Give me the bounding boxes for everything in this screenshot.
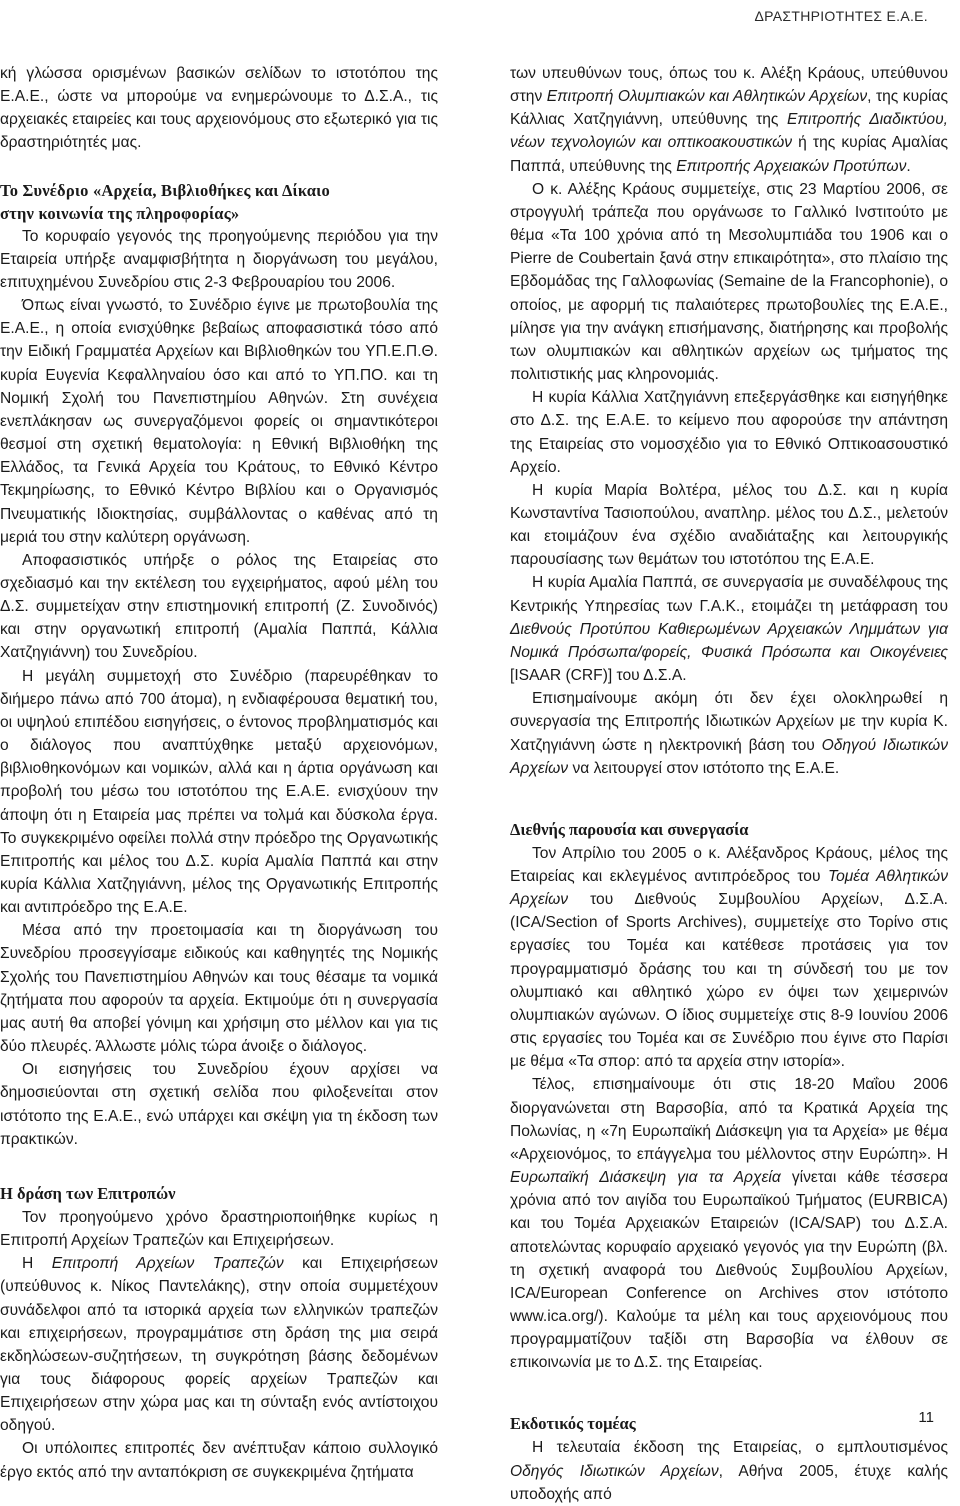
paragraph-chatzigianni: Η κυρία Κάλλια Χατζηγιάννη επεξεργάσθηκε και εισηγήθηκε στο Δ.Σ. της Ε.Α.Ε. το κείμενο που αφορούσε την απάντηση της Εταιρείας στο νομοσχέδιο για το Εθνικό Οπτικοασουστικό Αρχείο. bbox=[510, 389, 948, 476]
right-column bbox=[510, 62, 948, 1506]
page-number: 11 bbox=[918, 1409, 934, 1426]
paragraph-publishing bbox=[510, 1436, 948, 1505]
text-run: Η κυρία Αμαλία Παππά, σε συνεργασία με συναδέλφους της Κεντρικής Υπηρεσίας των Γ.Α.Κ., ετοιμάζει τη μετάφραση του bbox=[510, 574, 948, 615]
paragraph-european-conference bbox=[510, 1073, 948, 1374]
text-run: Επισημαίνουμε ακόμη ότι δεν έχει ολοκληρωθεί η συνεργασία της Επιτροπής Ιδιωτικών Αρχείων με την κυρία Κ. Χατζηγιάννη ώστε η ηλεκτρονική βάση του bbox=[510, 690, 948, 754]
text-run: Τον Απρίλιο του 2005 ο κ. Αλέξανδρος Κράους, μέλος της Εταιρείας και εκλεγμένος αντιπρόεδρος του bbox=[510, 844, 948, 885]
italic-run: Επιτροπής Αρχειακών Προτύπων bbox=[676, 157, 907, 175]
text-run: , Αθήνα 2005, έτυχε καλής υποδοχής από bbox=[510, 1462, 949, 1503]
italic-run: Οδηγός Ιδιωτικών Αρχείων bbox=[510, 1462, 719, 1480]
committees-heading: Η δράση των Επιτροπών bbox=[0, 1183, 176, 1203]
paragraph-committee-heads bbox=[510, 62, 948, 178]
paragraph-conference-initiative: Όπως είναι γνωστό, το Συνέδριο έγινε με πρωτοβουλία της Ε.Α.Ε., η οποία ενισχύθηκε βεβαίως αποφασιστικά τόσο από την Ειδική Γραμματέα Αρχείων και Βιβλιοθηκών του ΥΠ.Ε.Π.Θ. κυρία Ευγενία Κεφαλληναίου όσο και από το ΥΠ.ΠΟ. και τη Νομική Σχολή του Πανεπιστημίου Αθηνών. Στη συνέχεια ενεπλάκησαν ως συνεργαζόμενοι φορείς οι σημαντικότεροι θεσμοί στη σχετική θεματολογία: η Εθνική Βιβλιοθήκη της Ελλάδος, τα Γενικά Αρχεία του Κράτους, το Εθνικό Κέντρο Τεκμηρίωσης, το Εθνικό Κέντρο Βιβλίου και ο Οργανισμός Πνευματικής Ιδιοκτησίας, συμβάλλοντας ο καθένας από τη μεριά του στην καλύτερη οργάνωση. bbox=[0, 297, 438, 546]
text-run: . bbox=[906, 157, 911, 175]
italic-run: Επιτροπής Διαδικτύου, νέων τεχνολογιών και οπτικοακουστικών bbox=[510, 111, 948, 152]
conference-heading-line-2: στην κοινωνία της πληροφορίας» bbox=[0, 203, 240, 223]
paragraph-law-school: Μέσα από την προετοιμασία και τη διοργάνωση του Συνεδρίου προσεγγίσαμε ειδικούς και καθηγητές της Νομικής Σχολής του Πανεπιστημίου Αθηνών και τους θέσαμε τα νομικά ζητήματα που αφορούν τα αρχεία. Εκτιμούμε ότι η συνεργασία μας αυτή θα αποβεί γόνιμη και χρήσιμη στο μέλλον και για τις δύο πλευρές. Άλλωστε μόλις τώρα άνοιξε ο διάλογος. bbox=[0, 922, 438, 1056]
italic-run: Επιτροπή Ολυμπιακών και Αθλητικών Αρχείων bbox=[546, 88, 868, 106]
italic-run: Διεθνούς Προτύπου Καθιερωμένων Αρχειακών Λημμάτων για Νομικά Πρόσωπα/φορείς, Φυσικά Πρόσωπα και Οικογένειες bbox=[510, 620, 948, 661]
paragraph-conference-intro: Το κορυφαίο γεγονός της προηγούμενης περιόδου για την Εταιρεία υπήρξε αναμφισβήτητα η διοργάνωση του μεγάλου, επιτυχημένου Συνεδρίου στις 2-3 Φεβρουαρίου του 2006. bbox=[0, 227, 438, 291]
paragraph-voltera: Η κυρία Μαρία Βολτέρα, μέλος του Δ.Σ. και η κυρία Κωνσταντίνα Τασιοπούλου, αναπληρ. μέλος του Δ.Σ., μελετούν και ετοιμάζουν ένα σχέδιο αναδιάταξης και λειτουργικής παρουσίασης των θεμάτων του ιστοτόπου της Ε.Α.Ε. bbox=[510, 481, 948, 569]
paragraph-sports-archives bbox=[510, 842, 948, 1074]
text-run: ή της κυρίας Αμαλίας Παππά, υπεύθυνης της bbox=[510, 134, 948, 175]
text-run: [ISAAR (CRF)] του Δ.Σ.Α. bbox=[510, 667, 687, 685]
italic-run: Τομέα Αθλητικών Αρχείων bbox=[510, 868, 948, 909]
publishing-heading: Εκδοτικός τομέας bbox=[510, 1414, 636, 1434]
paragraph-society-role: Αποφασιστικός υπήρξε ο ρόλος της Εταιρείας στο σχεδιασμό και την εκτέλεση του εγχειρήματος, αφού μέλη του Δ.Σ. συμμετείχαν στην επιστημονική επιτροπή (Ζ. Συνοδινός) και στην οργανωτική επιτροπή (Αμαλία Παππά, Κάλλια Χατζηγιάννη) του Συνεδρίου. bbox=[0, 551, 438, 662]
text-run: και Επιχειρήσεων (υπεύθυνος κ. Νίκος Παντελάκης), στην οποία συμμετέχουν συνάδελφοι από τα ιστορικά αρχεία των ελληνικών τραπεζών και επιχειρήσεων, προγραμμάτισε στη δράση της μια σειρά εκδηλώσεων-συζητήσεων, τη συγκρότηση βάσης δεδομένων για τους διάφορους φορείς αρχείων Τραπεζών και Επιχειρήσεων στην χώρα μας και τη σύνταξη ενός αντίστοιχου οδηγού. bbox=[0, 1255, 438, 1435]
running-head: ΔΡΑΣΤΗΡΙΟΤΗΤΕΣ Ε.Α.Ε. bbox=[754, 8, 928, 24]
text-run: , της κυρίας Κάλλιας Χατζηγιάννη, υπεύθυνης της bbox=[510, 88, 948, 129]
committee-name-italic: Επιτροπή Αρχείων Τραπεζών bbox=[51, 1255, 284, 1273]
text-run: Η bbox=[22, 1255, 52, 1273]
paragraph-pappa-translation bbox=[510, 571, 948, 687]
text-run: γίνεται κάθε τέσσερα χρόνια από τον αιγίδα του Ευρωπαϊκού Τμήματος (EURBICA) και του Τομέα Αρχειακών Εταιρειών (ICA/SAP) του Δ.Σ.Α. αποτελώντας κορυφαίο αρχειακό γεγονός για την Ευρώπη (βλ. τη σχετική αναφορά του Διεθνούς Συμβουλίου Αρχείων, ICA/European Conference on Archives στον ιστότοπο www.ica.org/). Καλούμε τα μέλη και τους αρχειονόμους που προγραμματίζουν ταξίδι στη Βαρσοβία να έλθουν σε επικοινωνία με το Δ.Σ. της Εταιρείας. bbox=[510, 1169, 948, 1372]
paragraph-other-committees: Οι υπόλοιπες επιτροπές δεν ανέπτυξαν κάποιο συλλογικό έργο εκτός από την ανταπόκριση σε συγκεκριμένα ζητήματα bbox=[0, 1440, 438, 1481]
text-run: Τέλος, επισημαίνουμε ότι στις 18-20 Μαΐου 2006 διοργανώνεται στη Βαρσοβία, από τα Κρατικά Αρχεία της Πολωνίας, η «7η Ευρωπαϊκή Διάσκεψη για τα Αρχεία» με θέμα «Αρχειονόμος, το επάγγελμα του μέλλοντος στην Ευρώπη». Η bbox=[510, 1076, 948, 1163]
paragraph-proceedings: Οι εισηγήσεις του Συνεδρίου έχουν αρχίσει να δημοσιεύονται στη σχετική σελίδα που φιλοξενείται στον ιστότοπο της Ε.Α.Ε., ενώ υπάρχει και σκέψη για τη έκδοση των πρακτικών. bbox=[0, 1061, 438, 1148]
paragraph-bank-archives-committee bbox=[0, 1252, 438, 1437]
paragraph-kraus-roundtable: Ο κ. Αλέξης Κράους συμμετείχε, στις 23 Μαρτίου 2006, σε στρογγυλή τράπεζα που οργάνωσε το Γαλλικό Ινστιτούτο με θέμα «Τα 100 χρόνια από τη Μεσολυμπιάδα του 1906 και ο Pierre de Coubertain ξανά στην επικαιρότητα», στο πλαίσιο της Εβδομάδας της Γαλλοφωνίας (Semaine de la Francophonie), ο οποίος, με αφορμή τις παλαιότερες πρωτοβουλίες της Ε.Α.Ε., μίλησε για την ανάγκη επισήμανσης, διατήρησης και προβολής των ολυμπιακών και αθλητικών αρχείων ως τμήματος της πολιτιστικής μας κληρονομιάς. bbox=[510, 180, 948, 384]
paragraph-intro-continued: κή γλώσσα ορισμένων βασικών σελίδων το ιστοτόπου της Ε.Α.Ε., ώστε να μπορούμε να ενημερώνουμε το Δ.Σ.Α., τις αρχειακές εταιρείες και τους αρχειονόμους στο εξωτερικό για τις δραστηριότητές μας. bbox=[0, 65, 438, 152]
text-run: Η τελευταία έκδοση της Εταιρείας, ο εμπλουτισμένος bbox=[532, 1439, 948, 1457]
italic-run: Ευρωπαϊκή Διάσκεψη για τα Αρχεία bbox=[510, 1169, 781, 1187]
paragraph-private-archives bbox=[510, 687, 948, 780]
left-column bbox=[0, 62, 438, 1484]
italic-run: Οδηγού Ιδιωτικών Αρχείων bbox=[510, 736, 948, 777]
paragraph-participation: Η μεγάλη συμμετοχή στο Συνέδριο (παρευρέθηκαν το διήμερο πάνω από 700 άτομα), η ενδιαφέρουσα θεματική του, οι υψηλού επιπέδου εισηγήσεις, ο έντονος προβληματισμός και ο διάλογος που αναπτύχθηκε μεταξύ αρχειονόμων, βιβλιοθηκονόμων και νομικών, αλλά και η άρτια οργάνωση και προβολή του μέσω του ιστοτόπου της Ε.Α.Ε. ενισχύουν την άποψη ότι η Εταιρεία μας πρέπει να τολμά και δύσκολα έργα. Το συγκεκριμένο οφείλει πολλά στην πρόεδρο της Οργανωτικής Επιτροπής και μέλος του Δ.Σ. κυρία Αμαλία Παππά και στην κυρία Κάλλια Χατζηγιάννη, μέλος της Οργανωτικής Επιτροπής και αντιπρόεδρο της Ε.Α.Ε. bbox=[0, 667, 438, 917]
text-run: να λειτουργεί στον ιστότοπο της Ε.Α.Ε. bbox=[568, 759, 840, 777]
paragraph-committees-intro: Τον προηγούμενο χρόνο δραστηριοποιήθηκε κυρίως η Επιτροπή Αρχείων Τραπεζών και Επιχειρήσεων. bbox=[0, 1208, 438, 1250]
international-heading: Διεθνής παρουσία και συνεργασία bbox=[510, 819, 749, 839]
conference-heading-line-1: Το Συνέδριο «Αρχεία, Βιβλιοθήκες και Δίκαιο bbox=[0, 180, 330, 200]
text-run: του Διεθνούς Συμβουλίου Αρχείων, Δ.Σ.Α. (ICA/Section of Sports Archives), συμμετείχε στο Τορίνο στις εργασίες του Τομέα και κατέθεσε προτάσεις για τον προγραμματισμό δράσης του και τη σύνδεσή του με τον ολυμπιακό και αθλητικό χώρο εν όψει των χειμερινών ολυμπιακών αγώνων. Ο ίδιος συμμετείχε στις 8-9 Ιουνίου 2006 στις εργασίες του Τομέα και σε Συνέδριο που έγινε στο Παρίσι με θέμα «Τα σπορ: από τα αρχεία στην ιστορία». bbox=[510, 891, 948, 1071]
text-run: των υπευθύνων τους, όπως του κ. Αλέξη Κράους, υπεύθυνου στην bbox=[510, 65, 948, 106]
